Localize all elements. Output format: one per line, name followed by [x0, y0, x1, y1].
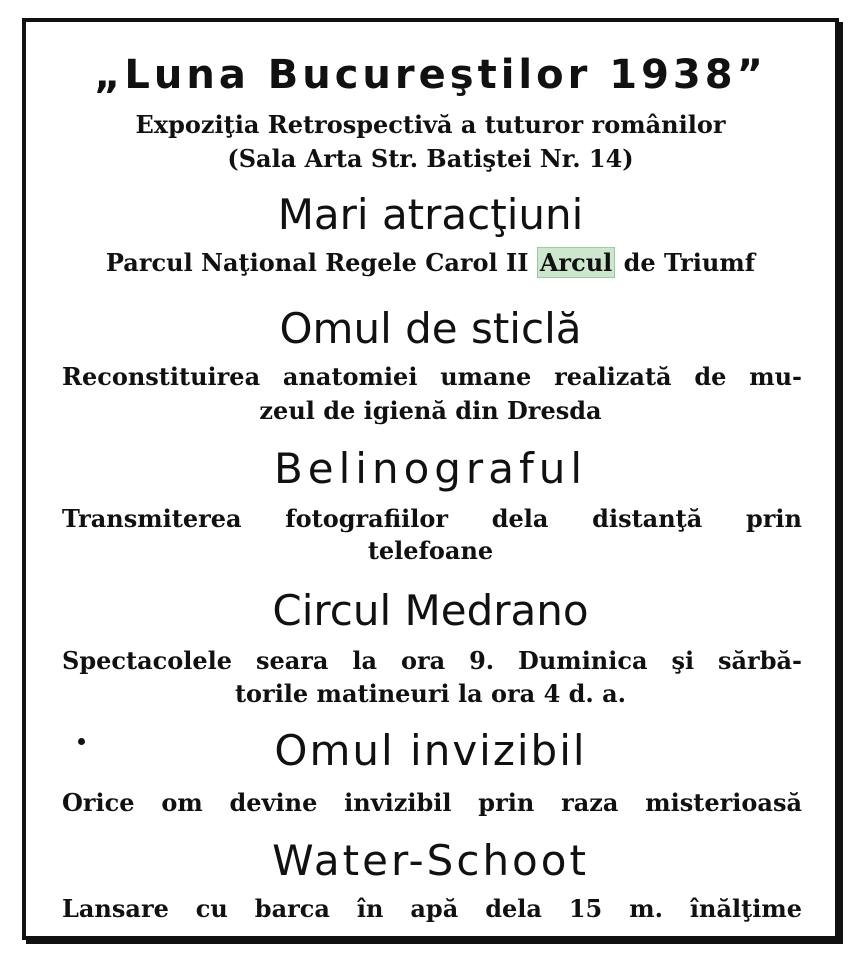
heading-water-schoot: Water-Schoot: [272, 836, 589, 885]
heading-belinograful: Belinograful: [273, 444, 588, 493]
subtitle-venue: (Sala Arta Str. Batiştei Nr. 14): [227, 144, 634, 173]
text-orice-om: Orice om devine invizibil prin raza misterioasă: [62, 788, 802, 817]
heading-circul-medrano: Circul Medrano: [272, 586, 589, 635]
text-lansare: Lansare cu barca în apă dela 15 m. înălţime: [62, 894, 802, 923]
ad-title: „Luna Bucureştilor 1938”: [94, 52, 767, 98]
text-dresda: zeul de igienă din Dresda: [259, 396, 602, 425]
text-matineuri: torile matineuri la ora 4 d. a.: [234, 679, 627, 708]
text-spectacolele: Spectacolele seara la ora 9. Duminica şi sărbă-: [62, 646, 802, 675]
heading-omul-de-sticla: Omul de sticlă: [279, 304, 582, 353]
heading-mari-atractiuni: Mari atracţiuni: [277, 190, 584, 239]
text-transmiterea: Transmiterea fotografiilor dela distanţă prin: [62, 504, 802, 533]
advertisement-frame: [22, 18, 839, 940]
text-parcul-national: [26, 248, 835, 277]
text-reconstituirea: Reconstituirea anatomiei umane realizată de mu-: [62, 362, 802, 391]
text-parcul-post: de Triumf: [623, 248, 756, 277]
highlighted-word-arcul: Arcul: [537, 247, 615, 278]
heading-omul-invizibil: Omul invizibil: [274, 726, 587, 775]
bullet-dot: [78, 738, 85, 745]
text-parcul-pre: Parcul Naţional Regele Carol II: [105, 248, 529, 277]
subtitle-exhibition: Expoziţia Retrospectivă a tuturor românilor: [135, 110, 726, 139]
text-telefoane: telefoane: [367, 536, 494, 565]
